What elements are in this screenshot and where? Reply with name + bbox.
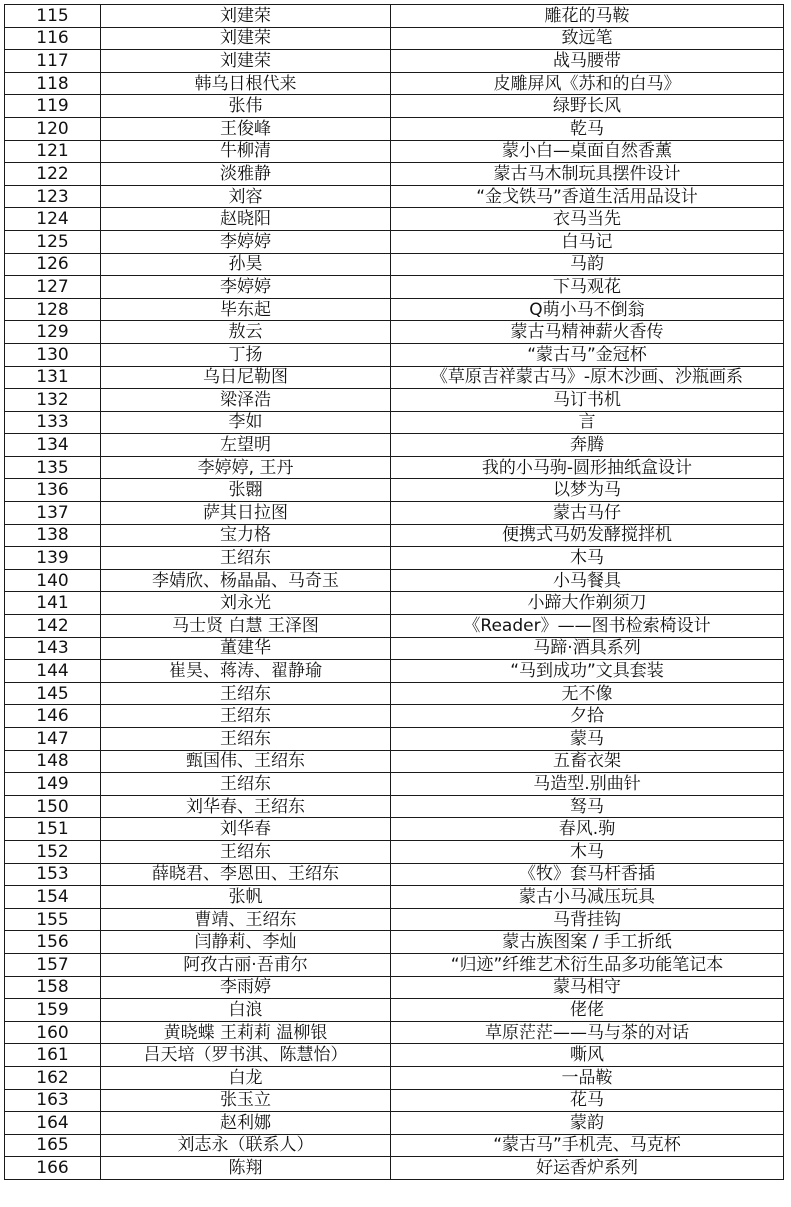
entry-author-cell: 孙昊 [101,253,391,276]
entry-title-cell: 战马腰带 [391,50,784,73]
entry-number-cell: 152 [5,840,101,863]
entry-author-cell: 王绍东 [101,682,391,705]
entry-author-cell: 淡雅静 [101,163,391,186]
entry-author-cell: 乌日尼勒图 [101,366,391,389]
table-row [5,569,784,592]
table-row [5,547,784,570]
entry-title-cell: Q萌小马不倒翁 [391,298,784,321]
table-row [5,773,784,796]
table-row [5,615,784,638]
entry-author-cell: 董建华 [101,637,391,660]
table-row [5,999,784,1022]
entry-number-cell: 151 [5,818,101,841]
entry-number-cell: 164 [5,1112,101,1135]
entry-number-cell: 133 [5,411,101,434]
entry-number-cell: 140 [5,569,101,592]
entry-title-cell: 便携式马奶发酵搅拌机 [391,524,784,547]
entry-title-cell: 马蹄·酒具系列 [391,637,784,660]
entry-title-cell: 以梦为马 [391,479,784,502]
entry-title-cell: 马韵 [391,253,784,276]
table-row [5,1021,784,1044]
entry-author-cell: 王绍东 [101,728,391,751]
entry-title-cell: 致远笔 [391,27,784,50]
entry-number-cell: 139 [5,547,101,570]
entry-author-cell: 吕天培（罗书淇、陈慧怡） [101,1044,391,1067]
table-row [5,366,784,389]
entry-title-cell: 花马 [391,1089,784,1112]
entry-author-cell: 萨其日拉图 [101,502,391,525]
entry-number-cell: 161 [5,1044,101,1067]
table-row [5,1089,784,1112]
entry-number-cell: 146 [5,705,101,728]
entry-author-cell: 左望明 [101,434,391,457]
entry-number-cell: 148 [5,750,101,773]
entry-author-cell: 刘华春 [101,818,391,841]
entry-author-cell: 王绍东 [101,547,391,570]
entry-title-cell: 小蹄大作剃须刀 [391,592,784,615]
entry-title-cell: 一品鞍 [391,1066,784,1089]
entry-title-cell: 嘶风 [391,1044,784,1067]
entry-author-cell: 韩乌日根代来 [101,72,391,95]
table-row [5,953,784,976]
entry-title-cell: 佬佬 [391,999,784,1022]
table-row [5,434,784,457]
entry-title-cell: 绿野长风 [391,95,784,118]
entry-number-cell: 126 [5,253,101,276]
table-row [5,411,784,434]
entries-table-body [5,5,784,1180]
entry-author-cell: 刘建荣 [101,50,391,73]
entry-title-cell: 白马记 [391,230,784,253]
table-row [5,524,784,547]
entry-title-cell: 《草原吉祥蒙古马》-原木沙画、沙瓶画系 [391,366,784,389]
table-row [5,795,784,818]
entry-number-cell: 162 [5,1066,101,1089]
entry-title-cell: 蒙韵 [391,1112,784,1135]
entry-author-cell: 王绍东 [101,773,391,796]
entry-author-cell: 毕东起 [101,298,391,321]
table-row [5,1134,784,1157]
entry-author-cell: 李如 [101,411,391,434]
table-row [5,886,784,909]
table-row [5,456,784,479]
table-row [5,931,784,954]
table-row [5,908,784,931]
entry-number-cell: 160 [5,1021,101,1044]
entry-author-cell: 李婷婷 [101,230,391,253]
table-row [5,389,784,412]
entry-number-cell: 159 [5,999,101,1022]
entry-author-cell: 王俊峰 [101,117,391,140]
entry-number-cell: 130 [5,343,101,366]
entry-number-cell: 123 [5,185,101,208]
entry-author-cell: 李婷婷 [101,276,391,299]
table-row [5,50,784,73]
table-row [5,1112,784,1135]
entry-title-cell: 雕花的马鞍 [391,5,784,28]
entry-title-cell: 马订书机 [391,389,784,412]
table-row [5,863,784,886]
table-row [5,253,784,276]
entry-number-cell: 122 [5,163,101,186]
entry-title-cell: 蒙小白—桌面自然香薰 [391,140,784,163]
table-row [5,750,784,773]
entry-number-cell: 137 [5,502,101,525]
entry-number-cell: 125 [5,230,101,253]
entry-number-cell: 131 [5,366,101,389]
table-row [5,660,784,683]
entry-number-cell: 141 [5,592,101,615]
entry-title-cell: 蒙马相守 [391,976,784,999]
entry-number-cell: 124 [5,208,101,231]
entry-number-cell: 117 [5,50,101,73]
entry-author-cell: 牛柳清 [101,140,391,163]
entry-title-cell: 蒙古族图案 / 手工折纸 [391,931,784,954]
entry-author-cell: 敖云 [101,321,391,344]
entry-author-cell: 王绍东 [101,840,391,863]
table-row [5,479,784,502]
entry-title-cell: “归迹”纤维艺术衍生品多功能笔记本 [391,953,784,976]
entry-number-cell: 149 [5,773,101,796]
table-row [5,163,784,186]
entry-title-cell: 马背挂钩 [391,908,784,931]
entry-author-cell: 薛晓君、李恩田、王绍东 [101,863,391,886]
entry-title-cell: 皮雕屏风《苏和的白马》 [391,72,784,95]
entry-number-cell: 145 [5,682,101,705]
entry-number-cell: 153 [5,863,101,886]
entry-author-cell: 张伟 [101,95,391,118]
table-row [5,592,784,615]
entry-title-cell: 奔腾 [391,434,784,457]
table-row [5,1157,784,1180]
table-row [5,230,784,253]
entry-title-cell: 《Reader》——图书检索椅设计 [391,615,784,638]
entry-number-cell: 116 [5,27,101,50]
entry-number-cell: 138 [5,524,101,547]
entries-table [4,4,784,1180]
entry-author-cell: 李婷婷, 王丹 [101,456,391,479]
entry-title-cell: 小马餐具 [391,569,784,592]
entry-title-cell: 五畜衣架 [391,750,784,773]
entry-title-cell: “金戈铁马”香道生活用品设计 [391,185,784,208]
entry-author-cell: 黄晓蝶 王莉莉 温柳银 [101,1021,391,1044]
table-row [5,117,784,140]
table-row [5,140,784,163]
entry-number-cell: 119 [5,95,101,118]
entry-number-cell: 158 [5,976,101,999]
entry-number-cell: 165 [5,1134,101,1157]
entry-number-cell: 150 [5,795,101,818]
table-row [5,5,784,28]
entry-title-cell: 木马 [391,840,784,863]
entry-title-cell: “蒙古马”手机壳、马克杯 [391,1134,784,1157]
entry-number-cell: 118 [5,72,101,95]
entry-author-cell: 李婧欣、杨晶晶、马奇玉 [101,569,391,592]
entry-author-cell: 陈翔 [101,1157,391,1180]
entry-author-cell: 宝力格 [101,524,391,547]
entry-title-cell: 马造型.别曲针 [391,773,784,796]
entry-author-cell: 白龙 [101,1066,391,1089]
table-row [5,705,784,728]
entry-number-cell: 166 [5,1157,101,1180]
entry-author-cell: 李雨婷 [101,976,391,999]
table-row [5,840,784,863]
table-row [5,208,784,231]
entry-number-cell: 142 [5,615,101,638]
entry-author-cell: 闫静莉、李灿 [101,931,391,954]
entry-number-cell: 135 [5,456,101,479]
entry-author-cell: 崔昊、蒋涛、翟静瑜 [101,660,391,683]
entry-author-cell: 曹靖、王绍东 [101,908,391,931]
entry-number-cell: 121 [5,140,101,163]
entry-author-cell: 阿孜古丽·吾甫尔 [101,953,391,976]
entry-number-cell: 132 [5,389,101,412]
entry-title-cell: 驽马 [391,795,784,818]
table-row [5,185,784,208]
entry-number-cell: 128 [5,298,101,321]
entry-author-cell: 张翾 [101,479,391,502]
table-row [5,976,784,999]
entry-author-cell: 张玉立 [101,1089,391,1112]
entry-number-cell: 115 [5,5,101,28]
entry-title-cell: “马到成功”文具套装 [391,660,784,683]
entry-author-cell: 马士贤 白慧 王泽图 [101,615,391,638]
table-row [5,502,784,525]
table-row [5,682,784,705]
table-row [5,728,784,751]
table-row [5,1044,784,1067]
entry-title-cell: 衣马当先 [391,208,784,231]
entry-title-cell: 春风.驹 [391,818,784,841]
entry-title-cell: 蒙古马仔 [391,502,784,525]
entry-number-cell: 127 [5,276,101,299]
entry-author-cell: 刘建荣 [101,5,391,28]
entry-number-cell: 134 [5,434,101,457]
table-row [5,276,784,299]
entry-title-cell: 言 [391,411,784,434]
entry-author-cell: 赵晓阳 [101,208,391,231]
entry-number-cell: 120 [5,117,101,140]
table-row [5,321,784,344]
entry-number-cell: 154 [5,886,101,909]
entry-author-cell: 甄国伟、王绍东 [101,750,391,773]
entry-number-cell: 157 [5,953,101,976]
entry-author-cell: 刘志永（联系人） [101,1134,391,1157]
table-row [5,343,784,366]
entry-title-cell: 草原茫茫——马与茶的对话 [391,1021,784,1044]
entry-author-cell: 刘建荣 [101,27,391,50]
table-row [5,72,784,95]
entry-title-cell: 夕拾 [391,705,784,728]
entry-title-cell: 乾马 [391,117,784,140]
entry-author-cell: 刘永光 [101,592,391,615]
entry-author-cell: 赵利娜 [101,1112,391,1135]
table-row [5,27,784,50]
entry-title-cell: 木马 [391,547,784,570]
table-row [5,1066,784,1089]
entry-author-cell: 张帆 [101,886,391,909]
entry-number-cell: 144 [5,660,101,683]
entry-title-cell: 蒙古马木制玩具摆件设计 [391,163,784,186]
entry-author-cell: 王绍东 [101,705,391,728]
entry-author-cell: 丁扬 [101,343,391,366]
table-row [5,95,784,118]
entry-number-cell: 147 [5,728,101,751]
entry-title-cell: 蒙马 [391,728,784,751]
entry-title-cell: 蒙古小马减压玩具 [391,886,784,909]
table-row [5,637,784,660]
entry-title-cell: 好运香炉系列 [391,1157,784,1180]
entry-author-cell: 梁泽浩 [101,389,391,412]
table-row [5,298,784,321]
entry-number-cell: 156 [5,931,101,954]
table-row [5,818,784,841]
entry-number-cell: 129 [5,321,101,344]
entry-title-cell: 《牧》套马杆香插 [391,863,784,886]
entry-title-cell: 下马观花 [391,276,784,299]
entry-number-cell: 143 [5,637,101,660]
entry-title-cell: “蒙古马”金冠杯 [391,343,784,366]
entry-number-cell: 136 [5,479,101,502]
entry-title-cell: 我的小马驹-圆形抽纸盒设计 [391,456,784,479]
entry-author-cell: 刘华春、王绍东 [101,795,391,818]
entry-author-cell: 白浪 [101,999,391,1022]
entry-number-cell: 155 [5,908,101,931]
entry-number-cell: 163 [5,1089,101,1112]
entry-title-cell: 无不像 [391,682,784,705]
entry-author-cell: 刘容 [101,185,391,208]
entry-title-cell: 蒙古马精神薪火香传 [391,321,784,344]
